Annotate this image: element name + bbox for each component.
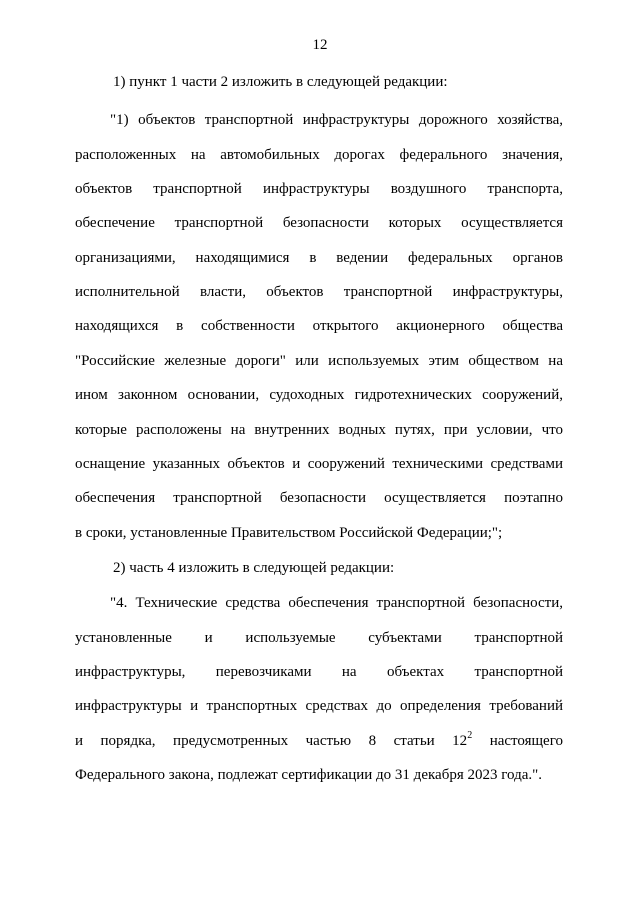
paragraph-line: которые расположены на внутренних водных путях, при условии, что	[75, 422, 563, 438]
paragraph-line: Федерального закона, подлежат сертификации до 31 декабря 2023 года.".	[75, 767, 542, 783]
paragraph-line-part: настоящего	[489, 733, 563, 749]
superscript: 2	[467, 730, 473, 741]
paragraph-line: в сроки, установленные Правительством Российской Федерации;";	[75, 525, 503, 541]
paragraph-line: исполнительной власти, объектов транспортной инфраструктуры,	[75, 284, 563, 300]
paragraph-line	[75, 732, 563, 750]
paragraph-line: 1) пункт 1 части 2 изложить в следующей редакции:	[113, 74, 448, 90]
paragraph-line: "4. Технические средства обеспечения транспортной безопасности,	[110, 595, 563, 611]
paragraph-line: расположенных на автомобильных дорогах федерального значения,	[75, 147, 563, 163]
paragraph-line: оснащение указанных объектов и сооружений техническими средствами	[75, 456, 563, 472]
paragraph-line: 2) часть 4 изложить в следующей редакции:	[113, 560, 395, 576]
paragraph-line: организациями, находящимися в ведении федеральных органов	[75, 250, 563, 266]
paragraph-line: ином законном основании, судоходных гидротехнических сооружений,	[75, 387, 563, 403]
paragraph-line: обеспечения транспортной безопасности осуществляется поэтапно	[75, 490, 563, 506]
paragraph-line: объектов транспортной инфраструктуры воздушного транспорта,	[75, 181, 563, 197]
paragraph-line: находящихся в собственности открытого акционерного общества	[75, 318, 563, 334]
page-number: 12	[312, 37, 328, 53]
paragraph-line: обеспечение транспортной безопасности которых осуществляется	[75, 215, 563, 231]
paragraph-line: установленные и используемые субъектами транспортной	[75, 630, 563, 646]
paragraph-line: "Российские железные дороги" или используемых этим обществом на	[75, 353, 563, 369]
paragraph-line: инфраструктуры и транспортных средствах до определения требований	[75, 698, 563, 714]
paragraph-line: инфраструктуры, перевозчиками на объектах транспортной	[75, 664, 563, 680]
paragraph-line-part: и порядка, предусмотренных частью 8 статьи 12	[75, 733, 468, 749]
paragraph-line: "1) объектов транспортной инфраструктуры дорожного хозяйства,	[110, 112, 563, 128]
